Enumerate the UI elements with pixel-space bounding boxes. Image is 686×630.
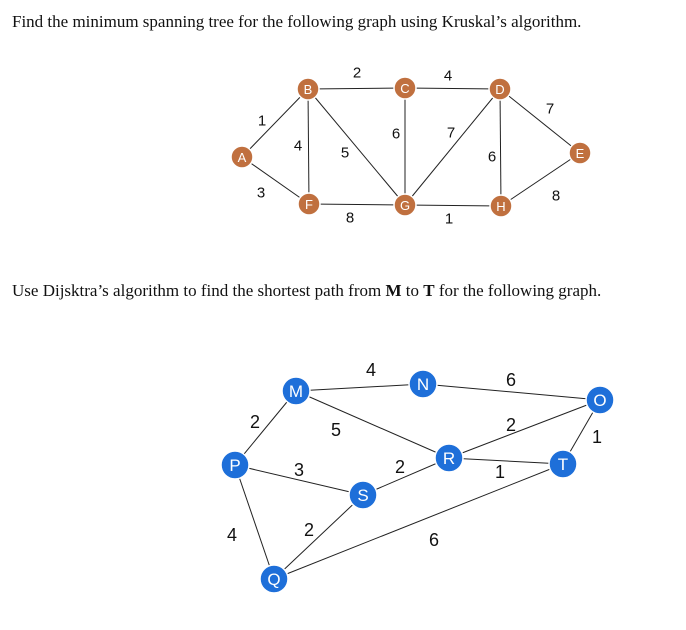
edge-b-f (308, 89, 309, 204)
edge-d-h (500, 89, 501, 206)
node-c-label: C (400, 81, 410, 96)
edge-b-g (308, 89, 405, 205)
node-q-label: Q (267, 570, 281, 589)
edge-weight-n-o: 6 (505, 370, 517, 390)
edge-weight-g-h: 1 (444, 210, 454, 228)
node-b (297, 78, 319, 100)
node-a-label: A (237, 150, 247, 165)
edge-a-f (242, 157, 309, 204)
edge-q-s (274, 495, 363, 579)
edge-r-o (449, 400, 603, 458)
edge-m-r (296, 391, 449, 458)
node-o-label: O (593, 391, 607, 410)
edge-weight-r-t: 1 (494, 462, 506, 482)
edge-weight-d-h: 6 (487, 148, 497, 166)
edge-weight-q-s: 2 (303, 520, 315, 540)
edge-weight-q-t: 6 (428, 530, 440, 550)
edge-weight-t-o: 1 (591, 427, 603, 447)
edge-weight-b-g: 5 (340, 144, 350, 162)
edge-q-t (274, 464, 563, 579)
graph1-nodes (231, 77, 591, 217)
node-f (298, 193, 320, 215)
node-d-label: D (495, 82, 505, 97)
question-2-prefix: Use Dijsktra’s algorithm to find the shortest path from (12, 281, 386, 300)
edge-weight-a-f: 3 (256, 184, 266, 202)
edge-weight-r-o: 2 (505, 415, 517, 435)
node-t (549, 450, 577, 478)
node-g (394, 194, 416, 216)
edge-b-c (308, 88, 405, 89)
edge-weight-b-f: 4 (293, 137, 303, 155)
question-1-text: Find the minimum spanning tree for the following graph using Kruskal’s algorithm. (12, 12, 582, 31)
node-p-label: P (229, 456, 241, 475)
kruskal-graph (231, 65, 591, 228)
edge-weight-p-q: 4 (226, 525, 238, 545)
node-g-label: G (399, 198, 411, 213)
node-e (569, 142, 591, 164)
edge-h-e (501, 153, 580, 206)
edge-weight-c-d: 4 (443, 67, 453, 85)
edge-weight-a-b: 1 (257, 112, 267, 130)
node-s-label: S (357, 486, 369, 505)
edge-weight-m-r: 5 (330, 420, 342, 440)
edge-g-h (405, 205, 501, 206)
question-2-middle: to (401, 281, 424, 300)
edge-f-g (309, 204, 405, 205)
edge-r-t (449, 458, 563, 464)
graph2-nodes (221, 370, 614, 593)
edge-weight-p-m: 2 (249, 412, 261, 432)
edge-weight-g-d: 7 (446, 124, 456, 142)
question-2-suffix: for the following graph. (434, 281, 602, 300)
edge-p-q (235, 465, 274, 579)
node-s (349, 481, 377, 509)
node-e-label: E (575, 146, 585, 161)
node-q (260, 565, 288, 593)
edge-weight-m-n: 4 (365, 360, 377, 380)
edge-weight-d-e: 7 (545, 100, 555, 118)
edge-m-n (296, 384, 423, 391)
edge-g-d (405, 89, 500, 205)
node-p (221, 451, 249, 479)
node-f-label: F (305, 197, 313, 212)
node-h (490, 195, 512, 217)
node-m (282, 377, 310, 405)
node-a (231, 146, 253, 168)
node-d (489, 78, 511, 100)
question-2-source-node: M (385, 281, 402, 300)
edge-weight-h-e: 8 (551, 187, 561, 205)
edge-weight-p-s: 3 (293, 460, 305, 480)
edge-c-d (405, 88, 500, 89)
edge-weight-f-g: 8 (345, 209, 355, 227)
node-t-label: T (557, 455, 569, 474)
node-n (409, 370, 437, 398)
node-m-label: M (288, 382, 304, 401)
edge-d-e (500, 89, 580, 153)
node-r-label: R (442, 449, 456, 468)
edge-weight-b-c: 2 (352, 64, 362, 82)
graph2-edges (235, 384, 603, 579)
edge-weight-s-r: 2 (394, 457, 406, 477)
dijkstra-graph (221, 360, 614, 593)
node-r (435, 444, 463, 472)
node-o (586, 386, 614, 414)
node-c (394, 77, 416, 99)
node-n-label: N (416, 375, 430, 394)
edge-weight-c-g: 6 (391, 125, 401, 143)
node-h-label: H (496, 199, 506, 214)
graph1-edges (242, 88, 580, 206)
node-b-label: B (303, 82, 313, 97)
question-2-target-node: T (423, 281, 435, 300)
